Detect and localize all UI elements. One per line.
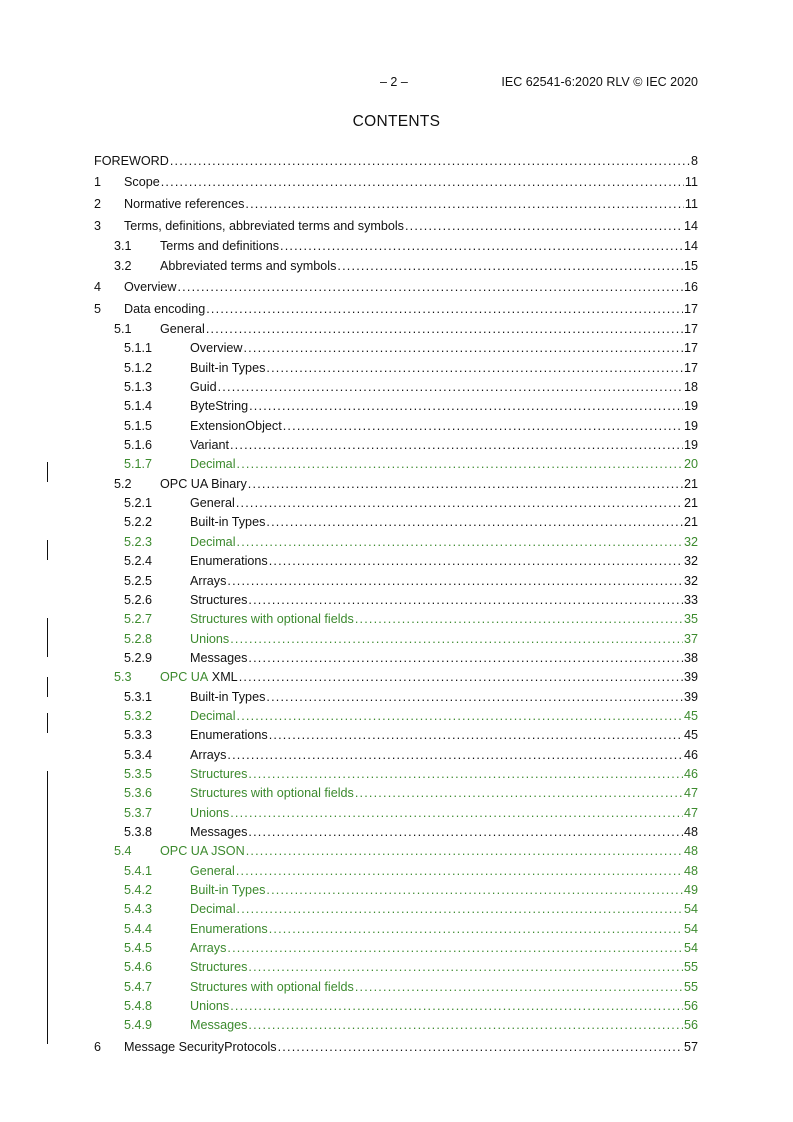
- toc-entry[interactable]: [94, 513, 698, 532]
- dot-leader: [177, 276, 683, 298]
- toc-entry-page: 19: [683, 418, 698, 433]
- toc-entry-page: 20: [683, 457, 698, 472]
- toc-entry[interactable]: [94, 591, 698, 610]
- toc-entry[interactable]: [94, 193, 698, 215]
- dot-leader: [230, 804, 683, 823]
- toc-entry-page: 8: [690, 154, 698, 168]
- toc-entry-page: 35: [683, 612, 698, 627]
- toc-entry-page: 54: [683, 902, 698, 917]
- toc-entry-number: 1: [94, 175, 102, 190]
- toc-entry-page: 18: [683, 380, 698, 395]
- toc-entry-number: 3: [94, 219, 102, 234]
- toc-entry[interactable]: [94, 339, 698, 358]
- toc-entry-page: 38: [683, 650, 698, 665]
- toc-entry[interactable]: [94, 378, 698, 397]
- revision-bar: [47, 540, 48, 560]
- toc-entry-page: 21: [683, 515, 698, 530]
- dot-leader: [236, 862, 683, 881]
- dot-leader: [248, 958, 683, 977]
- toc-entry-title: Unions: [190, 999, 230, 1014]
- toc-entry-page: 19: [683, 438, 698, 453]
- dot-leader: [280, 237, 683, 256]
- toc-entry-title: Enumerations: [190, 728, 268, 743]
- dot-leader: [230, 997, 683, 1016]
- toc-entry-page: 45: [683, 708, 698, 723]
- toc-entry-number: 5.3.8: [124, 824, 153, 839]
- toc-entry-title: Structures: [190, 592, 248, 607]
- toc-entry-page: 17: [683, 341, 698, 356]
- toc-entry-page: 47: [683, 786, 698, 801]
- dot-leader: [236, 494, 683, 513]
- toc-entry-number: 5.4.4: [124, 921, 153, 936]
- toc-entry-title: Structures with optional fields: [190, 979, 354, 994]
- toc-entry-title: ByteString: [190, 399, 249, 414]
- dot-leader: [249, 397, 683, 416]
- toc-entry-number: 6: [94, 1039, 102, 1054]
- toc-entry-number: 5.2.1: [124, 496, 153, 511]
- dot-leader: [248, 1016, 683, 1035]
- toc-entry-number: 5.1.1: [124, 341, 153, 356]
- toc-entry-number: 2: [94, 197, 102, 212]
- toc-entry-number: 5.3.1: [124, 689, 153, 704]
- toc-entry-page: 14: [683, 219, 698, 234]
- toc-entry-number: 5.3: [114, 670, 132, 685]
- toc-entry-title: Structures: [190, 766, 248, 781]
- dot-leader: [266, 688, 683, 707]
- toc-entry-page: 11: [684, 197, 698, 212]
- toc-entry-number: 5.3.5: [124, 766, 153, 781]
- toc-entry[interactable]: [94, 359, 698, 378]
- toc-entry-title: Enumerations: [190, 921, 268, 936]
- toc-entry-number: 5.4.8: [124, 999, 153, 1014]
- toc-entry-number: 5.1.5: [124, 418, 153, 433]
- toc-entry-page: 21: [683, 476, 698, 491]
- toc-entry[interactable]: [94, 552, 698, 571]
- toc-entry-number: 5.4.2: [124, 883, 153, 897]
- toc-entry-title: Messages: [190, 1018, 248, 1033]
- page-header: [0, 75, 793, 93]
- toc-entry-number: 5.3.4: [124, 747, 153, 762]
- toc-entry-title: Overview: [190, 341, 243, 356]
- dot-leader: [269, 552, 683, 571]
- toc-entry-page: 56: [683, 999, 698, 1014]
- toc-entry-title: Arrays: [190, 573, 227, 588]
- toc-entry[interactable]: [94, 958, 698, 977]
- toc-entry-title: Scope: [124, 175, 160, 190]
- revision-bar: [47, 462, 48, 482]
- toc-entry[interactable]: [94, 707, 698, 726]
- toc-entry-page: 17: [683, 302, 698, 317]
- toc-entry[interactable]: [94, 881, 698, 900]
- toc-entry[interactable]: [94, 900, 698, 919]
- toc-entry-number: 5.4.7: [124, 979, 153, 994]
- page-number: – 2 –: [380, 75, 408, 89]
- dot-leader: [355, 784, 683, 803]
- toc-entry-title: Structures: [190, 960, 248, 975]
- toc-entry-title: Decimal: [190, 457, 236, 472]
- toc-entry-page: 47: [683, 805, 698, 820]
- dot-leader: [246, 842, 683, 861]
- toc-entry[interactable]: [94, 276, 698, 298]
- toc-entry[interactable]: [94, 978, 698, 997]
- dot-leader: [248, 823, 683, 842]
- toc-entry[interactable]: [94, 237, 698, 256]
- toc-entry-number: 5.4.9: [124, 1018, 153, 1033]
- toc-entry-title: Enumerations: [190, 554, 268, 569]
- toc-entry-title: Structures with optional fields: [190, 786, 354, 801]
- toc-entry[interactable]: [94, 215, 698, 237]
- dot-leader: [237, 533, 683, 552]
- dot-leader: [248, 649, 683, 668]
- dot-leader: [248, 475, 683, 494]
- toc-entry-number: 5.1.2: [124, 360, 153, 375]
- dot-leader: [269, 726, 683, 745]
- toc-entry-number: 3.1: [114, 239, 132, 254]
- toc-entry-page: 48: [683, 824, 698, 839]
- toc-entry[interactable]: [94, 533, 698, 552]
- toc-entry[interactable]: [94, 320, 698, 339]
- toc-entry-page: 11: [684, 175, 698, 190]
- toc-entry-number: 4: [94, 280, 102, 295]
- toc-entry-page: 46: [683, 766, 698, 781]
- toc-entry-number: 5.4.5: [124, 941, 153, 956]
- toc-entry-title: OPC UA JSON: [160, 844, 245, 859]
- toc-entry-title: Terms and definitions: [160, 239, 280, 254]
- toc-entry-number: 5.1.3: [124, 380, 153, 395]
- toc-entry[interactable]: [94, 257, 698, 276]
- toc-entry-number: 5.1: [114, 322, 132, 337]
- document-id: IEC 62541-6:2020 RLV © IEC 2020: [501, 75, 698, 89]
- dot-leader: [230, 436, 683, 455]
- toc-entry-title: Normative references: [124, 197, 245, 212]
- toc-entry[interactable]: [94, 475, 698, 494]
- toc-entry-title: Arrays: [190, 941, 227, 956]
- toc-entry-number: 5.2.8: [124, 631, 153, 646]
- revision-bar: [47, 677, 48, 697]
- dot-leader: [248, 591, 683, 610]
- dot-leader: [237, 707, 683, 726]
- dot-leader: [161, 171, 684, 193]
- toc-entry-number: 5.1.4: [124, 399, 153, 414]
- toc-entry-page: 39: [683, 670, 698, 685]
- toc-entry[interactable]: [94, 417, 698, 436]
- toc-entry-title: FOREWORD: [94, 154, 169, 168]
- toc-entry-page: 33: [683, 592, 698, 607]
- dot-leader: [245, 193, 684, 215]
- toc-entry[interactable]: [94, 436, 698, 455]
- toc-entry-title: General: [190, 863, 235, 878]
- dot-leader: [266, 359, 683, 378]
- toc-entry-title-suffix: XML: [208, 670, 238, 685]
- dot-leader: [248, 765, 683, 784]
- toc-entry-page: 32: [683, 534, 698, 549]
- contents-title: CONTENTS: [352, 113, 441, 130]
- toc-entry-title: Abbreviated terms and symbols: [160, 258, 337, 273]
- dot-leader: [278, 1036, 683, 1058]
- toc-entry-title: Unions: [190, 805, 230, 820]
- toc-entry-number: 5.4.6: [124, 960, 153, 975]
- toc-entry-number: 5.2.9: [124, 650, 153, 665]
- toc-entry-title: Message SecurityProtocols: [124, 1039, 277, 1054]
- toc-entry-title: Variant: [190, 438, 229, 453]
- toc-entry-number: 5.2.4: [124, 554, 153, 569]
- toc-entry-title: Arrays: [190, 747, 227, 762]
- toc-entry[interactable]: [94, 920, 698, 939]
- toc-entry-title: General: [160, 322, 205, 337]
- toc-entry-page: 48: [683, 863, 698, 878]
- dot-leader: [269, 920, 683, 939]
- toc-entry-title: OPC UA Binary: [160, 476, 247, 491]
- dot-leader: [405, 215, 683, 237]
- toc-entry-page: 21: [683, 496, 698, 511]
- toc-entry[interactable]: [94, 726, 698, 745]
- toc-entry-page: 55: [683, 979, 698, 994]
- toc-entry-title: General: [190, 496, 235, 511]
- toc-entry-number: 5.3.7: [124, 805, 153, 820]
- dot-leader: [237, 455, 683, 474]
- toc-entry[interactable]: [94, 649, 698, 668]
- toc-entry[interactable]: [94, 610, 698, 629]
- toc-entry-title: Decimal: [190, 902, 236, 917]
- toc-entry[interactable]: [94, 668, 698, 687]
- dot-leader: [266, 881, 683, 900]
- toc-entry-page: 32: [683, 573, 698, 588]
- toc-entry-title: Messages: [190, 824, 248, 839]
- dot-leader: [243, 339, 683, 358]
- dot-leader: [355, 978, 683, 997]
- toc-entry-number: 5.4.3: [124, 902, 153, 917]
- toc-entry-title: Guid: [190, 380, 217, 395]
- toc-entry-page: 56: [683, 1018, 698, 1033]
- dot-leader: [230, 630, 683, 649]
- toc-entry-number: 5: [94, 302, 102, 317]
- toc-entry[interactable]: [94, 997, 698, 1016]
- toc-entry-page: 39: [683, 689, 698, 704]
- dot-leader: [227, 939, 683, 958]
- toc-entry-page: 37: [683, 631, 698, 646]
- toc-entry-page: 32: [683, 554, 698, 569]
- revision-bar: [47, 618, 48, 657]
- toc-entry-page: 15: [683, 258, 698, 273]
- toc-entry[interactable]: [94, 784, 698, 803]
- toc-entry-number: 5.2: [114, 476, 132, 491]
- toc-entry[interactable]: [94, 862, 698, 881]
- toc-entry-page: 49: [683, 883, 698, 897]
- dot-leader: [283, 417, 683, 436]
- toc-entry[interactable]: [94, 171, 698, 193]
- toc-entry-title: Built-in Types: [190, 883, 266, 897]
- revision-bar: [47, 771, 48, 1044]
- toc-entry-title: Overview: [124, 280, 177, 295]
- toc-entry[interactable]: [94, 765, 698, 784]
- revision-bar: [47, 713, 48, 733]
- toc-entry[interactable]: [94, 939, 698, 958]
- toc-entry-page: 55: [683, 960, 698, 975]
- toc-entry[interactable]: [94, 1016, 698, 1035]
- toc-entry-title: Terms, definitions, abbreviated terms and symbols: [124, 219, 404, 234]
- toc-entry[interactable]: [94, 455, 698, 474]
- dot-leader: [206, 298, 683, 320]
- toc-entry-number: 5.1.6: [124, 438, 153, 453]
- toc-entry-page: 14: [683, 239, 698, 254]
- dot-leader: [266, 513, 683, 532]
- toc-entry[interactable]: [94, 397, 698, 416]
- toc-entry[interactable]: [94, 823, 698, 842]
- toc-entry-title: Built-in Types: [190, 689, 266, 704]
- toc-entry[interactable]: [94, 746, 698, 765]
- toc-entry-number: 5.1.7: [124, 457, 153, 472]
- toc-entry-number: 3.2: [114, 258, 132, 273]
- toc-entry-title: Data encoding: [124, 302, 206, 317]
- toc-entry-title: Decimal: [190, 708, 236, 723]
- toc-entry-page: 48: [683, 844, 698, 859]
- toc-entry[interactable]: [94, 1036, 698, 1058]
- dot-leader: [218, 378, 683, 397]
- toc-entry-page: 57: [683, 1039, 698, 1054]
- table-of-contents: [94, 152, 698, 1058]
- toc-entry-number: 5.3.2: [124, 708, 153, 723]
- toc-entry-number: 5.3.6: [124, 786, 153, 801]
- toc-entry[interactable]: [94, 298, 698, 320]
- toc-entry-page: 17: [683, 360, 698, 375]
- dot-leader: [227, 572, 683, 591]
- toc-entry[interactable]: [94, 804, 698, 823]
- toc-entry[interactable]: [94, 152, 698, 171]
- toc-entry-title: Decimal: [190, 534, 236, 549]
- toc-entry[interactable]: [94, 572, 698, 591]
- toc-entry-number: 5.2.5: [124, 573, 153, 588]
- dot-leader: [227, 746, 683, 765]
- toc-entry-page: 19: [683, 399, 698, 414]
- toc-entry-title: Built-in Types: [190, 515, 266, 530]
- toc-entry-page: 46: [683, 747, 698, 762]
- toc-entry[interactable]: [94, 494, 698, 513]
- dot-leader: [355, 610, 683, 629]
- toc-entry-number: 5.2.3: [124, 534, 153, 549]
- toc-entry-page: 17: [683, 322, 698, 337]
- toc-entry-title: Structures with optional fields: [190, 612, 354, 627]
- toc-entry-title: OPC UA: [160, 670, 209, 685]
- dot-leader: [239, 668, 683, 687]
- toc-entry-page: 54: [683, 941, 698, 956]
- toc-entry-number: 5.2.7: [124, 612, 153, 627]
- toc-entry-number: 5.4.1: [124, 863, 153, 878]
- dot-leader: [170, 152, 690, 171]
- dot-leader: [237, 900, 683, 919]
- toc-entry-title: Messages: [190, 650, 248, 665]
- toc-entry-page: 54: [683, 921, 698, 936]
- toc-entry-title: Unions: [190, 631, 230, 646]
- toc-entry-page: 45: [683, 728, 698, 743]
- toc-entry-number: 5.3.3: [124, 728, 153, 743]
- toc-entry-title: ExtensionObject: [190, 418, 282, 433]
- dot-leader: [337, 257, 683, 276]
- toc-entry-number: 5.2.2: [124, 515, 153, 530]
- toc-entry[interactable]: [94, 842, 698, 861]
- toc-entry[interactable]: [94, 688, 698, 707]
- toc-entry-number: 5.4: [114, 844, 132, 859]
- dot-leader: [206, 320, 683, 339]
- toc-entry-number: 5.2.6: [124, 592, 153, 607]
- toc-entry-page: 16: [683, 280, 698, 295]
- toc-entry-title: Built-in Types: [190, 360, 266, 375]
- toc-entry[interactable]: [94, 630, 698, 649]
